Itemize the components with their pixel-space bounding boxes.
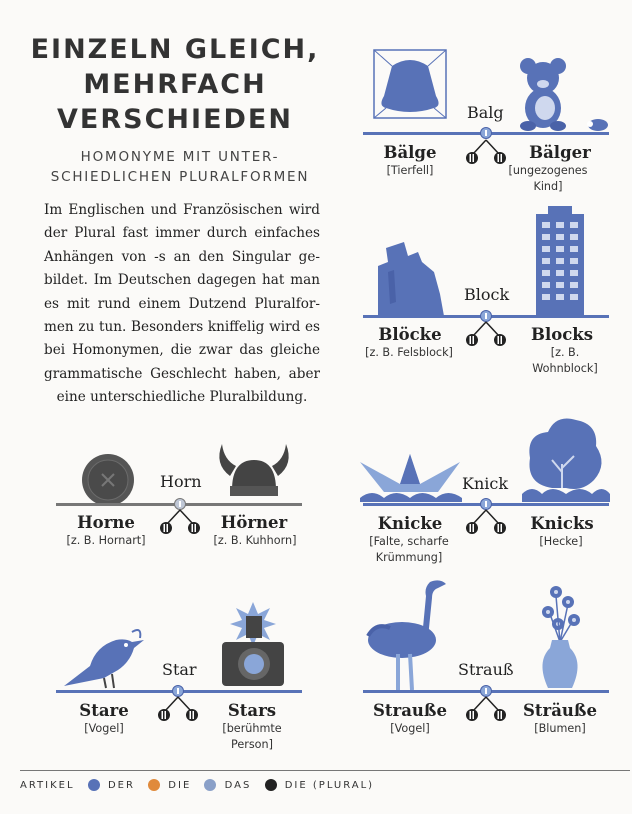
note-hoerner: [z. B. Kuhhorn] — [213, 534, 297, 547]
camera-flash-illustration — [220, 602, 286, 688]
legend-das: DAS — [224, 779, 252, 791]
subtitle-line-2: SCHIEDLICHEN PLURALFORMEN — [50, 169, 310, 185]
plural-baelger: Bälger — [529, 143, 591, 162]
plural-split-icon — [463, 695, 509, 725]
note-strausse: [Vogel] — [390, 722, 430, 735]
title-line-1: EINZELN GLEICH, — [30, 34, 320, 65]
pelt-illustration — [372, 48, 448, 120]
das-dot-icon — [204, 779, 216, 791]
hedge-illustration — [522, 414, 610, 502]
word-block: Block — [464, 285, 510, 304]
plural-split-icon — [463, 320, 509, 350]
plural-knicke: Knicke — [377, 514, 443, 533]
note-stars: [berühmte Person] — [222, 722, 282, 751]
plural-straeusse: Sträuße — [523, 701, 597, 720]
legend-die: DIE — [168, 779, 192, 791]
rock-block-illustration — [374, 242, 444, 316]
note-baelge: [Tierfell] — [386, 164, 434, 177]
plural-strausse: Strauße — [373, 701, 447, 720]
apartment-block-illustration — [532, 206, 588, 316]
plural-dot-icon — [265, 779, 277, 791]
plural-split-icon — [463, 508, 509, 538]
intro-text: Im Englischen und Französischen wird der Plural fast immer durch einfaches Anhängen von -s an den Singular gebildet. Im Deutschen dagegen hat man es mit rund einem Dutzend Pluralformen zu tun. Besonders kniffelig wird es bei Homonymen, die zwar das gleiche grammatische Geschlecht haben, aber eine unterschiedliche Pluralbildung. — [44, 202, 320, 406]
article-legend — [20, 779, 374, 791]
button-illustration — [80, 452, 136, 508]
word-strauss: Strauß — [458, 660, 514, 679]
plural-baelge: Bälge — [383, 143, 437, 162]
legend-plural: DIE (PLURAL) — [284, 779, 375, 791]
legend-label: ARTIKEL — [20, 779, 75, 791]
plural-blocks: Blocks — [531, 325, 593, 344]
title-line-2: MEHRFACH — [83, 69, 267, 100]
flower-bouquet-illustration — [536, 582, 586, 690]
note-knicks: [Hecke] — [539, 535, 583, 548]
note-stare: [Vogel] — [84, 722, 124, 735]
starling-bird-illustration — [60, 628, 144, 690]
note-knicke: [Falte, scharfe Krümmung] — [369, 535, 449, 564]
paper-boat-illustration — [360, 452, 462, 502]
plural-bloecke: Blöcke — [378, 325, 442, 344]
word-knick: Knick — [462, 474, 509, 493]
note-horne: [z. B. Hornart] — [66, 534, 146, 547]
word-star: Star — [162, 660, 197, 679]
plural-split-icon — [157, 508, 203, 538]
word-balg: Balg — [467, 103, 504, 122]
legend-der: DER — [107, 779, 135, 791]
plural-split-icon — [155, 695, 201, 725]
page-title — [30, 32, 320, 137]
der-dot-icon — [88, 779, 100, 791]
toy-mouse-illustration — [584, 116, 610, 132]
plural-stars: Stars — [227, 701, 277, 720]
plural-horne: Horne — [77, 513, 135, 532]
plural-hoerner: Hörner — [220, 513, 288, 532]
subtitle — [35, 147, 325, 187]
die-dot-icon — [148, 779, 160, 791]
plural-split-icon — [463, 138, 509, 168]
teddy-bear-illustration — [518, 58, 578, 132]
word-horn: Horn — [160, 472, 202, 491]
note-baelger: [ungezogenes Kind] — [508, 164, 588, 193]
plural-stare: Stare — [79, 701, 129, 720]
note-bloecke: [z. B. Felsblock] — [365, 346, 453, 359]
note-blocks: [z. B. Wohnblock] — [532, 346, 598, 375]
ostrich-illustration — [366, 578, 452, 690]
footer-divider — [20, 770, 630, 771]
plural-knicks: Knicks — [530, 514, 594, 533]
viking-helmet-illustration — [214, 444, 294, 504]
note-straeusse: [Blumen] — [534, 722, 586, 735]
subtitle-line-1: HOMONYME MIT UNTER- — [80, 149, 280, 165]
title-line-3: VERSCHIEDEN — [57, 104, 293, 135]
